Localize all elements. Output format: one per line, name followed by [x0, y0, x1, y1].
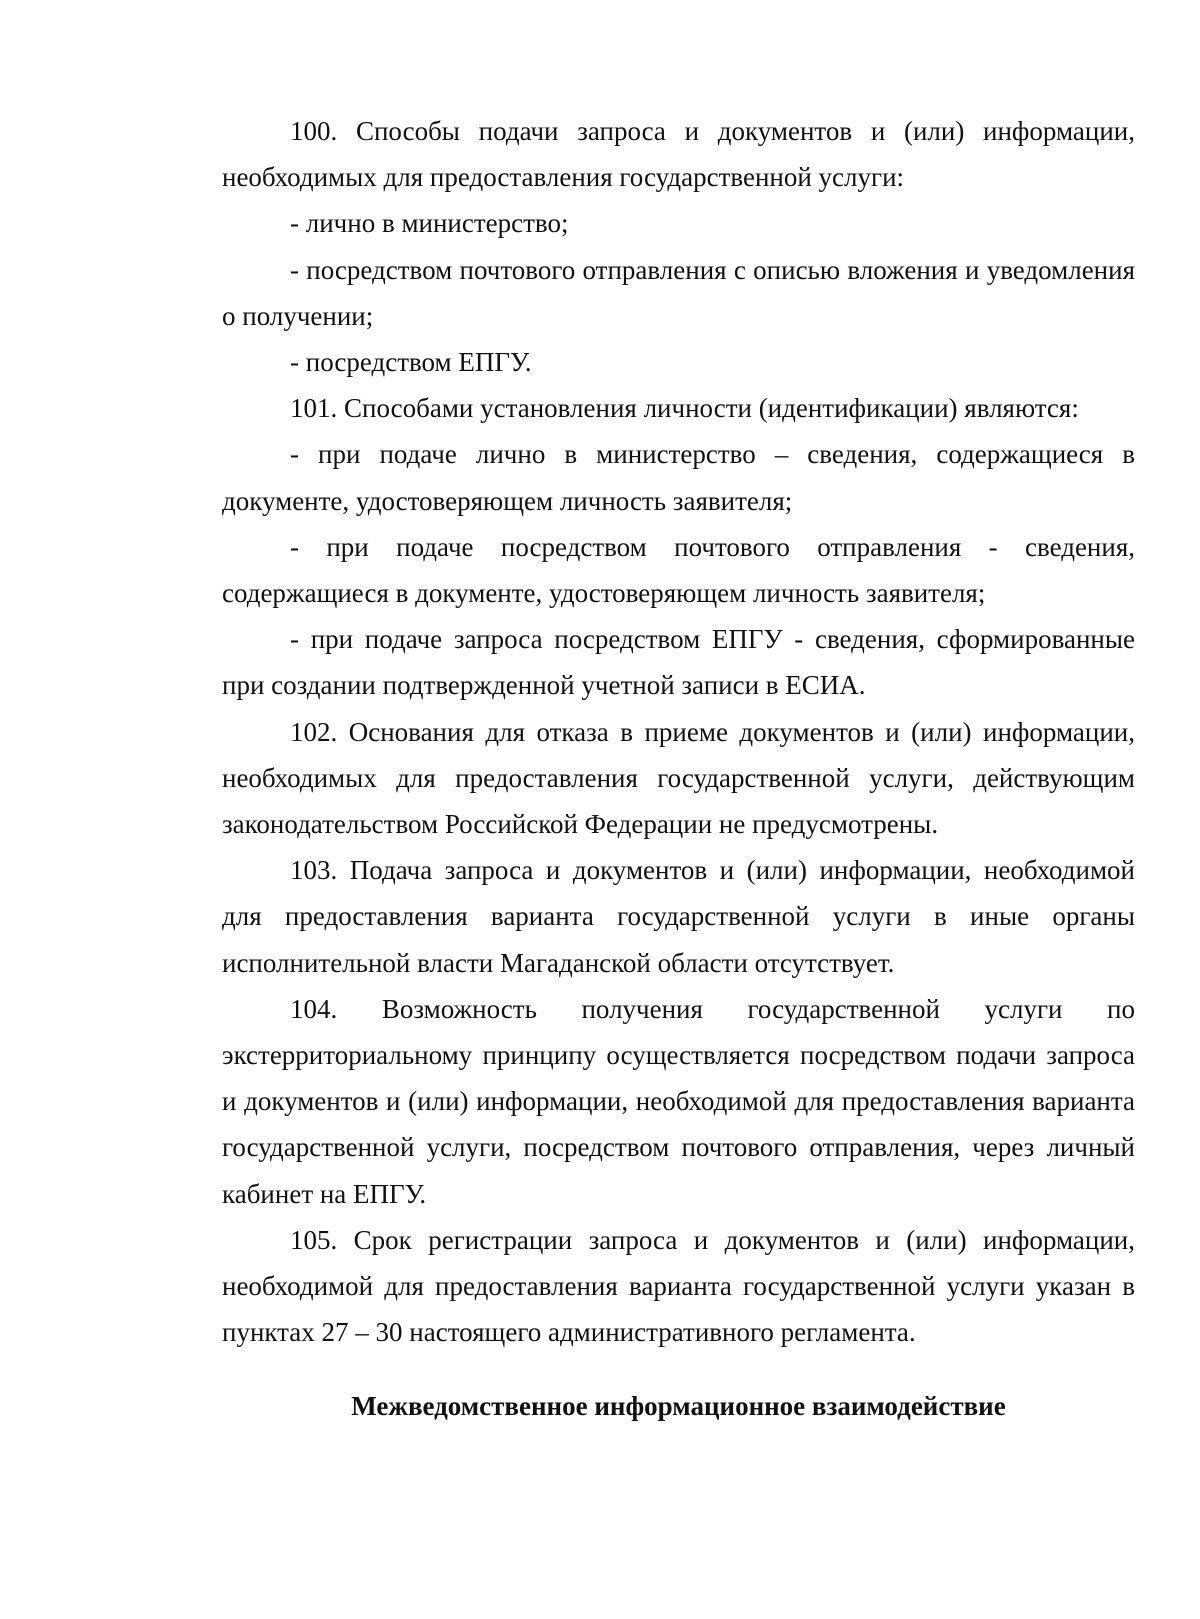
paragraph-104: 104. Возможность получения государственной услуги по экстерриториальному принципу осуществляется посредством подачи запроса и документов и (или) информации, необходимой для предоставления варианта государственной услуги, посредством почтового отправления, через личный кабинет на ЕПГУ. — [222, 993, 1135, 1209]
document-page — [222, 108, 1135, 1430]
section-heading: Межведомственное информационное взаимодействие — [351, 1391, 1006, 1422]
list-item-epgu: - посредством ЕПГУ. — [290, 347, 532, 378]
list-item-identification-postal: - при подаче посредством почтового отправления - сведения, содержащиеся в документе, удостоверяющем личность заявителя; — [222, 531, 1135, 609]
paragraph-102: 102. Основания для отказа в приеме документов и (или) информации, необходимых для предоставления государственной услуги, действующим законодательством Российской Федерации не предусмотрены. — [222, 716, 1135, 840]
paragraph-100: 100. Способы подачи запроса и документов и (или) информации, необходимых для предоставления государственной услуги: — [222, 116, 1135, 193]
paragraph-103: 103. Подача запроса и документов и (или) информации, необходимой для предоставления варианта государственной услуги в иные органы исполнительной власти Магаданской области отсутствует. — [222, 855, 1135, 978]
list-item-in-person: - лично в министерство; — [290, 208, 569, 239]
list-item-identification-in-person: - при подаче лично в министерство – сведения, содержащиеся в документе, удостоверяющем личность заявителя; — [222, 439, 1135, 516]
paragraph-105: 105. Срок регистрации запроса и документов и (или) информации, необходимой для предоставления варианта государственной услуги указан в пунктах 27 – 30 настоящего административного регламента. — [222, 1224, 1135, 1348]
paragraph-101: 101. Способами установления личности (идентификации) являются: — [290, 393, 1079, 424]
list-item-identification-epgu: - при подаче запроса посредством ЕПГУ - сведения, сформированные при создании подтвержденной учетной записи в ЕСИА. — [222, 624, 1135, 701]
list-item-postal: - посредством почтового отправления с описью вложения и уведомления о получении; — [222, 254, 1135, 331]
